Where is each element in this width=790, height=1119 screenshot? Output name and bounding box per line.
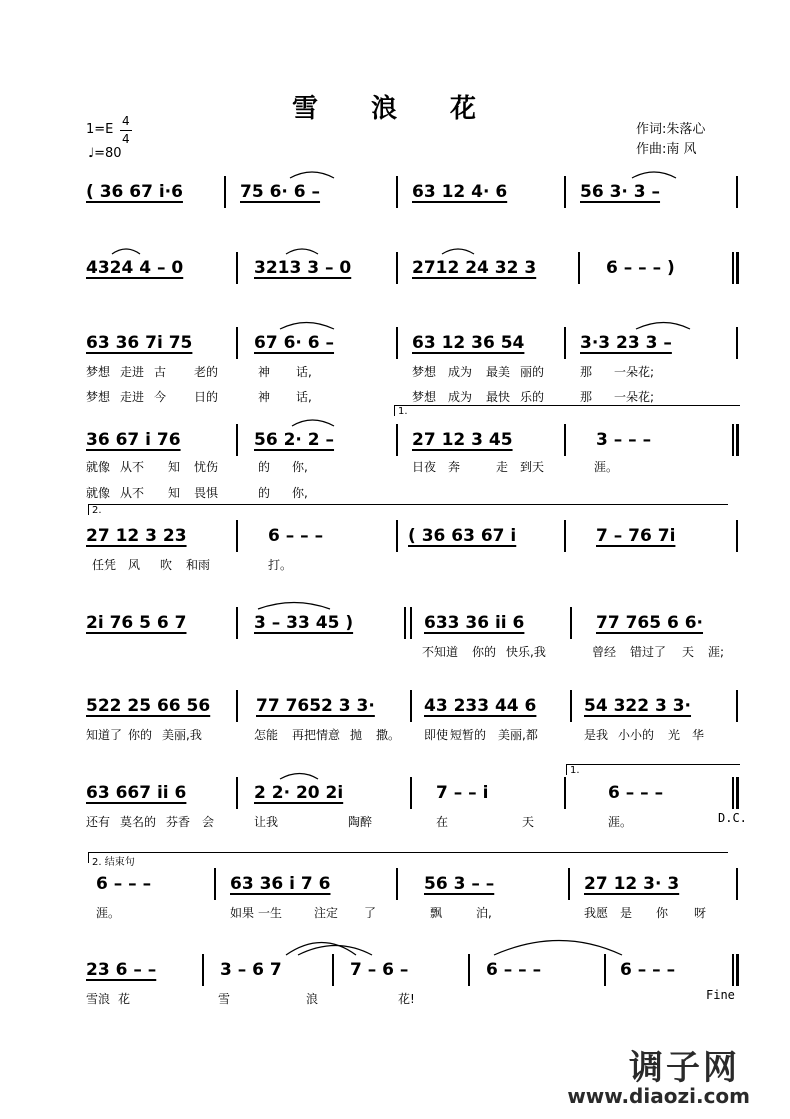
measure: 2i 76 5 6 7: [86, 613, 187, 633]
lyric: 从不: [120, 486, 145, 500]
lyric: 那: [580, 390, 593, 404]
lyricist-credit: 作词:朱落心: [636, 122, 706, 137]
slur: [286, 249, 318, 254]
watermark-url: www.diaozi.com: [567, 1084, 750, 1108]
lyric: 光: [668, 728, 681, 742]
lyric: 到天: [520, 460, 545, 474]
lyric: 丽的: [520, 365, 545, 379]
lyric: 涯。: [96, 906, 121, 920]
lyric: 的: [258, 460, 271, 474]
measure: 27 12 3· 3: [584, 874, 680, 894]
lyric: 小小的: [618, 728, 655, 742]
lyric: 莫名的: [120, 815, 157, 829]
measure: 56 2· 2 –: [254, 430, 335, 450]
lyric: 曾经: [592, 645, 617, 659]
measure: 67 6· 6 –: [254, 333, 335, 353]
measure: 27 12 3 45: [412, 430, 513, 450]
page-title: 雪 浪 花: [291, 94, 499, 124]
lyric: 再把情意: [292, 728, 341, 742]
measure: ( 36 67 i·6: [86, 182, 183, 202]
lyric: 雪浪: [86, 992, 111, 1006]
lyric: 知: [168, 460, 181, 474]
lyric: 的: [258, 486, 271, 500]
measure: 54 322 3 3·: [584, 696, 692, 716]
measure: ( 36 63 67 i: [408, 526, 517, 546]
lyric: 古: [154, 365, 167, 379]
slur: [286, 943, 356, 956]
tempo-marking: ♩=80: [88, 146, 122, 161]
lyric: 老的: [194, 365, 219, 379]
slur: [290, 172, 334, 178]
measure: 63 36 7i 75: [86, 333, 193, 353]
volta-1: 1.: [394, 405, 740, 416]
measure: 4324 4 – 0: [86, 258, 184, 278]
lyric: 今: [154, 390, 167, 404]
slur: [636, 323, 690, 330]
time-signature-bottom: 4: [122, 132, 130, 146]
lyric: 奔: [448, 460, 461, 474]
lyric: 我愿: [584, 906, 609, 920]
lyric: 抛: [350, 728, 363, 742]
lyric: 任凭: [92, 558, 117, 572]
measure: 3 – 33 45 ): [254, 613, 354, 633]
lyric: 知道了: [86, 728, 123, 742]
measure: 56 3· 3 –: [580, 182, 661, 202]
measure: 2 2· 20 2i: [254, 783, 344, 803]
lyric: 会: [202, 815, 215, 829]
slur: [298, 946, 372, 956]
lyric: 如果: [230, 906, 255, 920]
volta-2-ending: 2. 结束句: [88, 852, 728, 863]
slur: [292, 420, 334, 426]
lyric: 畏惧: [194, 486, 219, 500]
lyric: 话,: [296, 390, 312, 404]
slur: [494, 941, 622, 956]
lyric: 注定: [314, 906, 339, 920]
lyric: 走进: [120, 390, 145, 404]
measure: 77 765 6 6·: [596, 613, 704, 633]
lyric: 是我: [584, 728, 609, 742]
lyric: 风: [128, 558, 141, 572]
lyric: 飘: [430, 906, 443, 920]
lyric: 一生: [258, 906, 283, 920]
lyric: 从不: [120, 460, 145, 474]
lyric: 华: [692, 728, 705, 742]
lyric: 雪: [218, 992, 231, 1006]
key-label: 1=E: [86, 122, 114, 137]
measure: 6 – – – ): [606, 258, 675, 278]
lyric: 走进: [120, 365, 145, 379]
lyric: 错过了: [630, 645, 667, 659]
measure: 36 67 i 76: [86, 430, 181, 450]
dc-marking: D.C.: [718, 811, 747, 825]
lyric: 美丽,我: [162, 728, 202, 742]
lyric: 撒。: [376, 728, 401, 742]
lyric: 梦想: [86, 390, 111, 404]
lyric: 怎能: [254, 728, 279, 742]
lyric: 芬香: [166, 815, 191, 829]
lyric: 一朵花;: [614, 365, 655, 379]
lyric: 神: [258, 365, 271, 379]
measure: 77 7652 3 3·: [256, 696, 375, 716]
measure: 63 12 36 54: [412, 333, 525, 353]
measure: 7 – 6 –: [350, 960, 409, 980]
lyric: 你的: [472, 645, 497, 659]
lyric: 成为: [448, 390, 473, 404]
lyric: 话,: [296, 365, 312, 379]
lyric: 还有: [86, 815, 111, 829]
lyric: 日夜: [412, 460, 437, 474]
measure: 522 25 66 56: [86, 696, 211, 716]
lyric: 和雨: [186, 558, 211, 572]
fine-marking: Fine: [706, 988, 735, 1002]
lyric: 短暂的: [450, 728, 487, 742]
lyric: 知: [168, 486, 181, 500]
lyric: 你的: [128, 728, 153, 742]
measure: 6 – – –: [620, 960, 676, 980]
composer-credit: 作曲:南 风: [636, 142, 697, 157]
lyric: 日的: [194, 390, 219, 404]
measure: 6 – – –: [96, 874, 152, 894]
lyric: 梦想: [86, 365, 111, 379]
lyric: 快乐,我: [506, 645, 546, 659]
measure: 63 12 4· 6: [412, 182, 508, 202]
measure: 3 – – –: [596, 430, 652, 450]
lyric: 即使: [424, 728, 449, 742]
measure: 6 – – –: [268, 526, 324, 546]
lyric: 涯。: [594, 460, 619, 474]
lyric: 就像: [86, 486, 111, 500]
lyric: 天: [522, 815, 535, 829]
lyric: 吹: [160, 558, 173, 572]
lyric: 乐的: [520, 390, 545, 404]
lyric: 陶醉: [348, 815, 373, 829]
lyric: 你,: [292, 486, 308, 500]
lyric: 花!: [398, 992, 415, 1006]
lyric: 梦想: [412, 390, 437, 404]
measure: 633 36 ii 6: [424, 613, 525, 633]
lyric: 涯。: [608, 815, 633, 829]
measure: 7 – 76 7i: [596, 526, 676, 546]
measure: 3·3 23 3 –: [580, 333, 672, 353]
volta-2: 2.: [88, 504, 728, 515]
slur: [632, 172, 676, 178]
measure: 56 3 – –: [424, 874, 495, 894]
lyric: 你,: [292, 460, 308, 474]
lyric: 神: [258, 390, 271, 404]
measure: 27 12 3 23: [86, 526, 187, 546]
slur: [258, 603, 330, 610]
lyric: 浪: [306, 992, 319, 1006]
lyric: 成为: [448, 365, 473, 379]
lyric: 最美: [486, 365, 511, 379]
lyric: 就像: [86, 460, 111, 474]
slur: [442, 249, 474, 254]
lyric: 在: [436, 815, 449, 829]
watermark-logo: 调子网: [629, 1048, 740, 1088]
lyric: 不知道: [422, 645, 459, 659]
lyric: 那: [580, 365, 593, 379]
lyric: 梦想: [412, 365, 437, 379]
measure: 6 – – –: [608, 783, 664, 803]
measure: 3213 3 – 0: [254, 258, 352, 278]
lyric: 涯;: [708, 645, 725, 659]
lyric: 忧伤: [194, 460, 219, 474]
measure: 43 233 44 6: [424, 696, 537, 716]
lyric: 你: [656, 906, 669, 920]
measure: 7 – – i: [436, 783, 489, 803]
measure: 63 667 ii 6: [86, 783, 187, 803]
lyric: 花: [118, 992, 131, 1006]
lyric: 让我: [254, 815, 279, 829]
lyric: 呀: [694, 906, 707, 920]
measure: 6 – – –: [486, 960, 542, 980]
lyric: 最快: [486, 390, 511, 404]
measure: 63 36 i 7 6: [230, 874, 331, 894]
measure: 3 – 6 7: [220, 960, 282, 980]
lyric: 走: [496, 460, 509, 474]
slur: [280, 774, 318, 780]
lyric: 一朵花;: [614, 390, 655, 404]
slur: [280, 323, 334, 330]
volta-1: 1.: [566, 764, 740, 775]
measure: 2712 24 32 3: [412, 258, 537, 278]
lyric: 泊,: [476, 906, 492, 920]
lyric: 天: [682, 645, 695, 659]
lyric: 是: [620, 906, 633, 920]
time-signature-top: 4: [122, 114, 130, 128]
lyric: 打。: [268, 558, 293, 572]
slur: [112, 249, 140, 254]
lyric: 美丽,都: [498, 728, 538, 742]
lyric: 了: [364, 906, 377, 920]
measure: 23 6 – –: [86, 960, 157, 980]
measure: 75 6· 6 –: [240, 182, 321, 202]
